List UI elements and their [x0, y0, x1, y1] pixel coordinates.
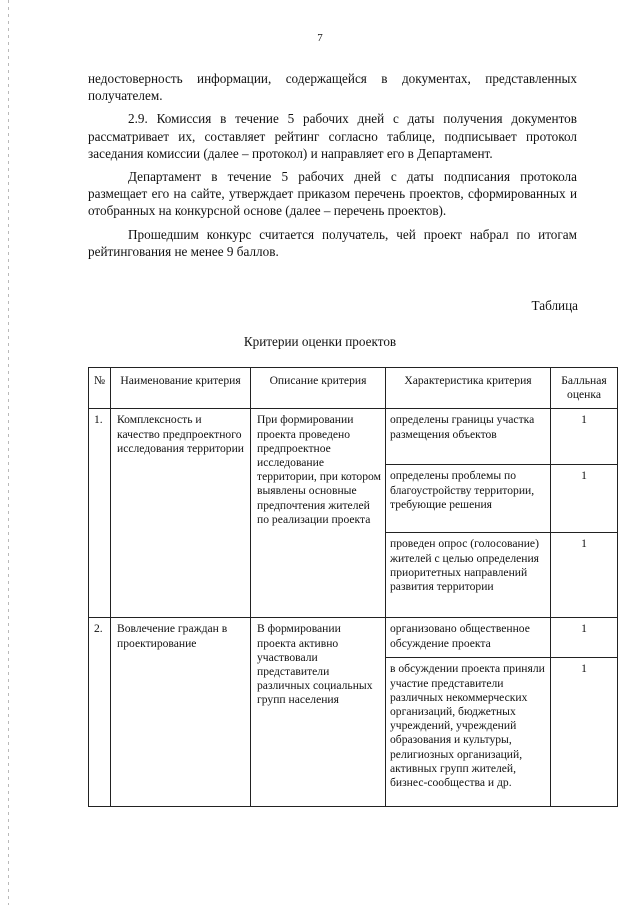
- row-num: 1.: [89, 409, 111, 618]
- score-cell: 1: [551, 533, 618, 618]
- table-header-row: [89, 368, 618, 409]
- table-row: [89, 409, 618, 465]
- row-num: 2.: [89, 618, 111, 807]
- paragraph-passing-score: Прошедшим конкурс считается получатель, чей проект набрал по итогам рейтингования не менее 9 баллов.: [88, 226, 577, 259]
- criterion-description: В формировании проекта активно участвовали представители различных социальных групп населения: [251, 618, 386, 807]
- characteristic-cell: организовано общественное обсуждение проекта: [386, 618, 551, 658]
- score-cell: 1: [551, 658, 618, 807]
- score-cell: 1: [551, 618, 618, 658]
- table-row: [89, 618, 618, 658]
- table-label: Таблица: [531, 298, 578, 313]
- characteristic-cell: в обсуждении проекта приняли участие представители различных некоммерческих организаций, бюджетных учреждений, учреждений образования и культуры, религиозных организаций, активных групп жителей, бизнес-сообщества и др.: [386, 658, 551, 807]
- criterion-name: Комплексность и качество предпроектного исследования территории: [111, 409, 251, 618]
- header-name: Наименование критерия: [111, 368, 251, 409]
- header-score: Балльная оценка: [551, 368, 618, 409]
- characteristic-cell: определены границы участка размещения объектов: [386, 409, 551, 465]
- characteristic-cell: проведен опрос (голосование) жителей с целью определения приоритетных направлений развития территории: [386, 533, 551, 618]
- criterion-name: Вовлечение граждан в проектирование: [111, 618, 251, 807]
- characteristic-cell: определены проблемы по благоустройству территории, требующие решения: [386, 465, 551, 533]
- score-cell: 1: [551, 465, 618, 533]
- paragraph-department: Департамент в течение 5 рабочих дней с даты подписания протокола размещает его на сайте, утверждает приказом перечень проектов, сформированных и отобранных на конкурсной основе (далее – перечень проектов).: [88, 169, 577, 219]
- table-title: Критерии оценки проектов: [243, 334, 397, 349]
- criterion-description: При формировании проекта проведено предпроектное исследование территории, при котором выявлены основные предпочтения жителей по реализации проекта: [251, 409, 386, 618]
- score-cell: 1: [551, 409, 618, 465]
- header-num: №: [89, 368, 111, 409]
- criteria-table: [88, 367, 618, 807]
- body-text: [88, 70, 577, 266]
- header-description: Описание критерия: [251, 368, 386, 409]
- paragraph-2-9: 2.9. Комиссия в течение 5 рабочих дней с даты получения документов рассматривает их, составляет рейтинг согласно таблице, подписывает протокол заседания комиссии (далее – протокол) и направляет его в Департамент.: [88, 111, 577, 161]
- page-number: 7: [317, 32, 323, 44]
- header-characteristic: Характеристика критерия: [386, 368, 551, 409]
- paragraph-continuation: недостоверность информации, содержащейся в документах, представленных получателем.: [88, 71, 577, 104]
- page-edge-line: [8, 0, 9, 905]
